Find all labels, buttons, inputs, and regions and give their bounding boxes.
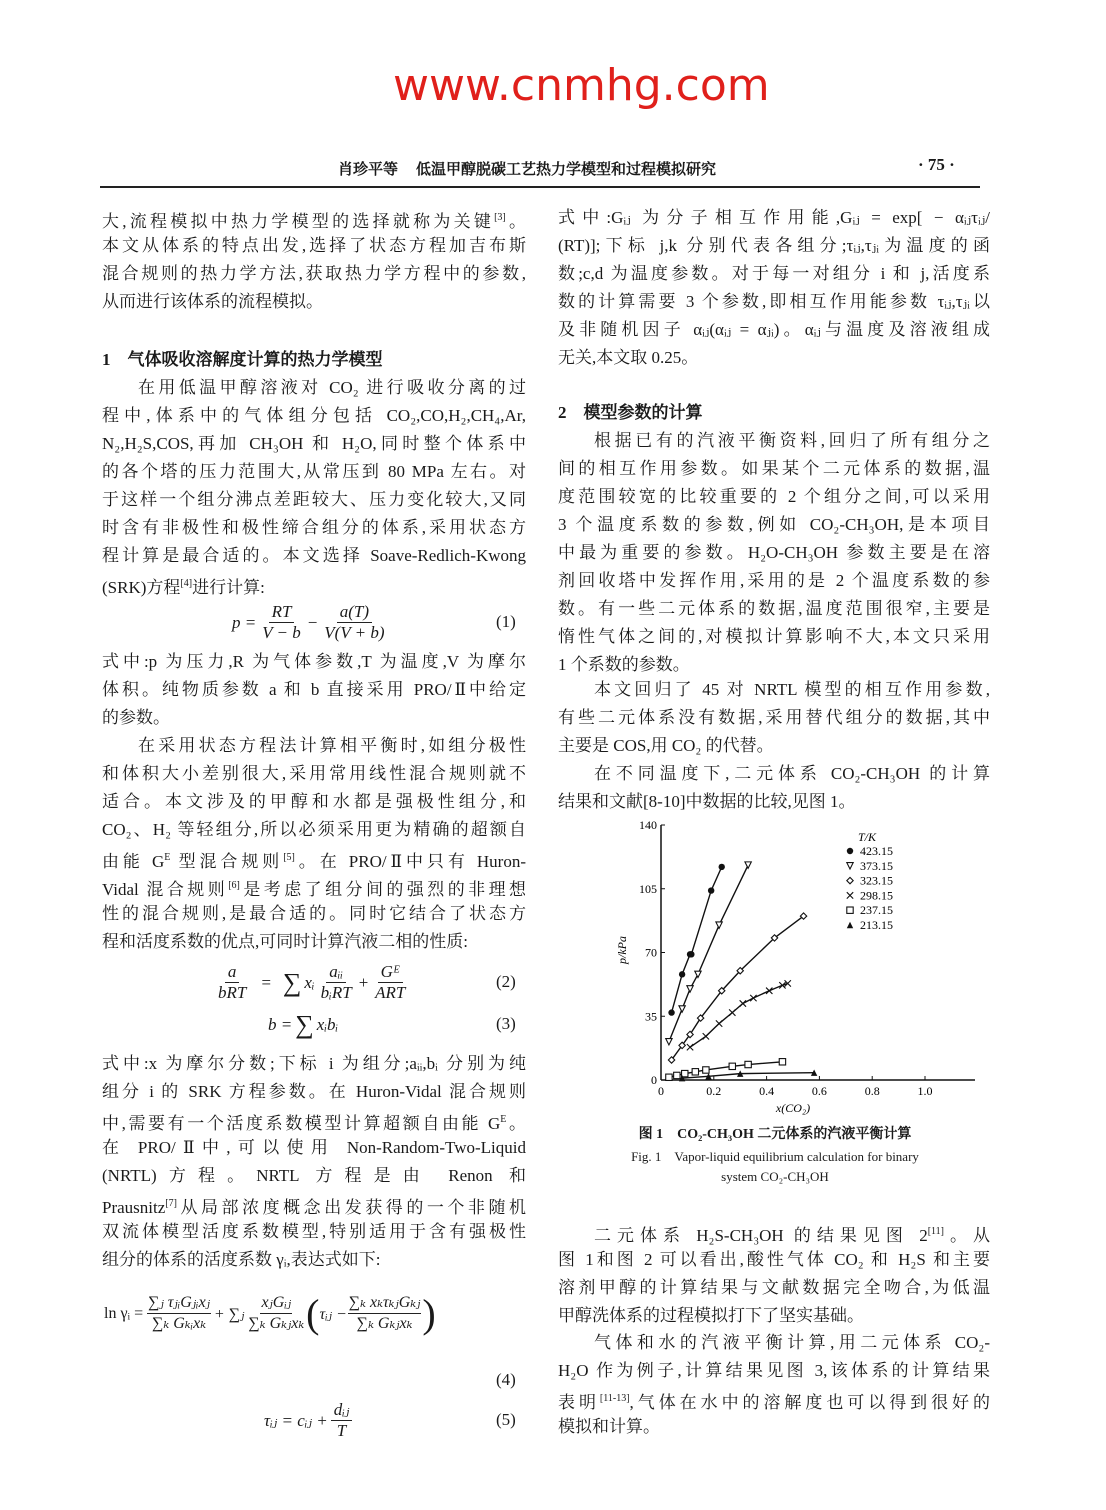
numerator: RT [269, 602, 295, 623]
text-run: 在用低温甲醇溶液对 CO₂ 进行吸收分离的过 [138, 378, 526, 397]
data-point-237.15 [703, 1067, 709, 1073]
text-run: 进行计算: [192, 578, 265, 597]
text-line [558, 1413, 990, 1441]
text-line [102, 732, 526, 760]
eq-lhs: b = [268, 1015, 293, 1034]
x-tick-label: 0.8 [864, 1084, 880, 1098]
text-run: 数。有一些二元体系的数据,温度范围很窄,主要是 [558, 599, 990, 618]
text-run: 及非随机因子 αᵢⱼ(αᵢⱼ = αⱼᵢ)。αᵢⱼ与温度及溶液组成 [558, 320, 990, 339]
text-line [102, 374, 526, 402]
legend-marker-213.15 [847, 922, 853, 928]
x-tick-label: 0 [658, 1084, 664, 1098]
text-run: 本文从体系的特点出发,选择了状态方程加吉布斯 [102, 236, 526, 255]
denominator: T [336, 1421, 347, 1440]
text-line [102, 402, 526, 430]
text-run: 在采用状态方程法计算相平衡时,如组分极性 [138, 736, 526, 755]
text-run: N₂,H₂S,COS,再加 CH₃OH 和 H₂O,同时整个体系中 [102, 434, 526, 453]
numerator: a [225, 962, 240, 983]
data-point-298.15 [750, 995, 756, 1001]
paragraph [102, 648, 526, 732]
x-tick-label: 0.2 [706, 1084, 722, 1098]
data-point-237.15 [692, 1069, 698, 1075]
text-run: 1 个系数的参数。 [558, 655, 690, 674]
text-run: 本文回归了 45 对 NRTL 模型的相互作用参数, [594, 680, 990, 699]
data-point-423.15 [679, 971, 685, 977]
figure-caption-cn: 图 1 CO₂-CH₃OH 二元体系的汽液平衡计算 [638, 1127, 912, 1142]
text-run: 型混合规则 [170, 852, 284, 871]
text-line [102, 260, 526, 288]
text-run: (RT)];下标 j,k 分别代表各组分;τᵢⱼ,τⱼᵢ为温度的函 [558, 236, 990, 255]
data-point-237.15 [729, 1063, 735, 1069]
data-point-373.15 [716, 922, 722, 928]
data-point-298.15 [779, 982, 785, 988]
numerator: Gᴱ [378, 962, 403, 983]
heading-text: 1 气体吸收溶解度计算的热力学模型 [102, 350, 383, 369]
text-run: 从局部浓度概念出发获得的一个非随机 [176, 1198, 526, 1217]
data-point-237.15 [666, 1074, 672, 1080]
text-run: 性的混合规则,是最合适的。同时它结合了状态方 [102, 904, 526, 923]
text-run: 无关,本文取 0.25。 [558, 348, 699, 367]
paragraph [558, 1218, 990, 1330]
text-line [102, 1190, 526, 1218]
superscript: E [500, 1114, 507, 1125]
paragraph [558, 676, 990, 760]
equation-2 [212, 962, 411, 1003]
text-line [558, 204, 990, 232]
eq-lhs: p = [232, 612, 257, 632]
data-point-423.15 [688, 951, 694, 957]
text-line [558, 1246, 990, 1274]
text-run: 气体和水的汽液平衡计算,用二元体系 CO₂- [594, 1333, 990, 1352]
numerator: a(T) [337, 602, 372, 623]
data-point-423.15 [719, 864, 725, 870]
text-run: 和体积大小差别很大,采用常用线性混合规则就不 [102, 764, 526, 783]
denominator: V(V + b) [324, 623, 385, 642]
superscript: E [164, 852, 171, 863]
text-line [558, 651, 990, 679]
text-line [102, 430, 526, 458]
data-point-298.15 [740, 1000, 746, 1006]
text-run: 有些二元体系没有数据,采用替代组分的数据,其中 [558, 708, 990, 727]
text-run: 图 1和图 2 可以看出,酸性气体 CO₂ 和 H₂S 和主要 [558, 1250, 990, 1269]
text-run: 模拟和计算。 [558, 1417, 660, 1436]
text-line [558, 704, 990, 732]
text-run: 由能 G [102, 852, 165, 871]
text-run: Vidal 混合规则 [102, 880, 229, 899]
text-run: (SRK)方程 [102, 578, 181, 597]
text-line [558, 732, 990, 760]
text-line [558, 1329, 990, 1357]
text-line [102, 514, 526, 542]
text-run: 适合。本文涉及的甲醇和水都是强极性组分,和 [102, 792, 526, 811]
denominator: bRT [218, 983, 247, 1002]
legend-marker-323.15 [847, 877, 853, 883]
text-line [558, 316, 990, 344]
text-line [558, 567, 990, 595]
operator: + ∑ⱼ [213, 1305, 245, 1323]
data-point-298.15 [785, 980, 791, 986]
text-run: Prausnitz [102, 1198, 166, 1217]
numerator: dᵢⱼ [331, 1400, 353, 1421]
text-line [102, 1134, 526, 1162]
text-run: 的各个塔的压力范围大,从常压到 80 MPa 左右。对 [102, 462, 526, 481]
text-line [558, 595, 990, 623]
text-run: 。 [505, 212, 527, 231]
text-line [102, 1078, 526, 1106]
text-run: ,气体在水中的溶解度也可以得到很好的 [629, 1393, 991, 1412]
data-point-237.15 [779, 1059, 785, 1065]
sum-symbol: ∑ [295, 1010, 314, 1039]
text-run: 中,需要有一个活度系数模型计算超额自由能 G [102, 1114, 501, 1133]
denominator: V − b [262, 623, 301, 642]
text-run: 程计算是最合适的。本文选择 Soave-Redlich-Kwong [102, 546, 526, 565]
data-point-373.15 [666, 1039, 672, 1045]
section-heading-2 [558, 399, 990, 427]
equation-1 [232, 602, 391, 643]
numerator: ∑ⱼ τⱼᵢGⱼᵢxⱼ [147, 1293, 211, 1314]
text-run: 。 [506, 1114, 527, 1133]
superscript: [5] [283, 852, 295, 863]
text-run: 式中:x 为摩尔分数;下标 i 为组分;aᵢᵢ,bᵢ 分别为纯 [102, 1054, 526, 1073]
y-axis-label: p/kPa [615, 936, 629, 964]
superscript: [4] [180, 578, 193, 589]
text-line [558, 427, 990, 455]
legend-marker-298.15 [847, 892, 853, 898]
operator: = [260, 972, 272, 992]
data-point-298.15 [703, 1033, 709, 1039]
text-run: 是考虑了组分间的强烈的非理想 [239, 880, 527, 899]
text-line [102, 570, 526, 598]
text-line [102, 704, 526, 732]
text-run: 根据已有的汽液平衡资料,回归了所有组分之 [594, 431, 990, 450]
term: xᵢbᵢ [316, 1015, 339, 1034]
sum-symbol: ∑ [282, 967, 302, 997]
legend-label: 423.15 [860, 844, 893, 858]
numerator: ∑ₖ xₖτₖⱼGₖⱼ [348, 1293, 422, 1314]
text-run: 3 个温度系数的参数,例如 CO₂-CH₃OH,是本项目 [558, 515, 990, 534]
text-run: 数;c,d 为温度参数。对于每一对组分 i 和 j,活度系 [558, 264, 990, 283]
denominator: bᵢRT [320, 983, 352, 1002]
superscript: [11] [927, 1226, 944, 1237]
legend-title: T/K [858, 830, 877, 844]
running-header-authors: 肖珍平等 [338, 162, 399, 178]
text-run: 组分 i 的 SRK 方程参数。在 Huron-Vidal 混合规则 [102, 1082, 526, 1101]
equation-number: (4) [496, 1370, 516, 1389]
text-run: 式中:p 为压力,R 为气体参数,T 为温度,V 为摩尔 [102, 652, 526, 671]
equation-number: (2) [496, 972, 516, 991]
data-point-423.15 [668, 1009, 674, 1015]
eq-lhs: ln γᵢ = [104, 1304, 144, 1322]
text-line [102, 844, 526, 872]
running-header-title: 低温甲醇脱碳工艺热力学模型和过程模拟研究 [416, 162, 717, 178]
superscript: [11-13] [599, 1393, 630, 1404]
term: xᵢ [304, 972, 315, 992]
text-line [558, 511, 990, 539]
legend-label: 373.15 [860, 858, 893, 873]
legend-marker-423.15 [847, 848, 853, 854]
data-point-373.15 [679, 1006, 685, 1012]
text-line [102, 288, 526, 316]
text-line [102, 900, 526, 928]
watermark: www.cnmhg.com [393, 60, 770, 111]
text-run: 溶剂甲醇的计算结果与文献数据完全吻合,为低温 [558, 1278, 990, 1297]
text-run: 在 PRO/Ⅱ中,可以使用 Non-Random-Two-Liquid [102, 1138, 526, 1157]
text-run: 。从 [944, 1226, 991, 1245]
text-line [558, 288, 990, 316]
y-tick-label: 140 [639, 818, 657, 832]
y-tick-label: 35 [645, 1009, 657, 1024]
y-tick-label: 0 [651, 1073, 657, 1087]
text-line [558, 1302, 990, 1330]
data-point-237.15 [745, 1061, 751, 1067]
equation-3 [268, 1010, 338, 1040]
text-line [558, 676, 990, 704]
paragraph [102, 1050, 526, 1274]
paragraph [558, 1329, 990, 1441]
text-run: 中最为重要的参数。H₂O-CH₃OH 参数主要是在溶 [558, 543, 990, 562]
y-tick-label: 105 [639, 881, 657, 896]
paragraph [558, 204, 990, 372]
text-run: CO₂、H₂ 等轻组分,所以必须采用更为精确的超额自 [102, 820, 526, 839]
text-line [558, 760, 990, 788]
text-line [558, 232, 990, 260]
text-run: 结果和文献[8-10]中数据的比较,见图 1。 [558, 792, 856, 811]
text-line [102, 648, 526, 676]
data-point-298.15 [687, 1044, 693, 1050]
legend-label: 213.15 [860, 918, 893, 932]
paragraph [102, 204, 526, 316]
text-run: 的参数。 [102, 708, 170, 727]
superscript: [7] [165, 1198, 177, 1209]
figure-caption-en: Fig. 1 Vapor-liquid equilibrium calculation for binary [631, 1149, 919, 1164]
text-line [558, 260, 990, 288]
text-line [102, 542, 526, 570]
text-run: 大,流程模拟中热力学模型的选择就称为关键 [102, 212, 495, 231]
text-line [102, 458, 526, 486]
superscript: [3] [494, 212, 506, 223]
text-run: 二元体系 H₂S-CH₃OH 的结果见图 2 [594, 1226, 928, 1245]
heading-text: 2 模型参数的计算 [558, 403, 703, 422]
text-line [102, 760, 526, 788]
text-run: 混合规则的热力学方法,获取热力学方程中的参数, [102, 264, 526, 283]
text-run: 剂回收塔中发挥作用,采用的是 2 个温度系数的参 [558, 571, 990, 590]
header-rule [100, 186, 980, 188]
text-line [102, 872, 526, 900]
figure-1-chart [600, 810, 980, 1120]
data-point-423.15 [708, 887, 714, 893]
equation-number: (5) [496, 1410, 516, 1429]
operator: − [306, 612, 319, 632]
text-line [102, 486, 526, 514]
data-point-373.15 [687, 986, 693, 992]
equation-number: (1) [496, 612, 516, 631]
legend-label: 298.15 [860, 888, 893, 903]
text-line [102, 1162, 526, 1190]
section-heading-1 [102, 346, 526, 374]
data-point-298.15 [716, 1020, 722, 1026]
text-run: 双流体模型活度系数模型,特别适用于含有强极性 [102, 1222, 526, 1241]
figure-caption-en-2: system CO₂-CH₃OH [721, 1169, 829, 1184]
text-line [558, 455, 990, 483]
text-line [558, 623, 990, 651]
numerator: aᵢᵢ [326, 962, 346, 983]
text-run: 惰性气体之间的,对模拟计算影响不大,本文只采用 [558, 627, 990, 646]
text-run: 从而进行该体系的流程模拟。 [102, 292, 323, 311]
text-run: 数的计算需要 3 个参数,即相互作用能参数 τᵢⱼ,τⱼᵢ以 [558, 292, 990, 311]
text-run: 。在 PRO/Ⅱ中只有 Huron- [294, 852, 527, 871]
text-run: 时含有非极性和极性缔合组分的体系,采用状态方 [102, 518, 526, 537]
text-run: 程中,体系中的气体组分包括 CO₂,CO,H₂,CH₄,Ar, [102, 406, 526, 425]
series-line-423.15 [672, 867, 722, 1013]
text-line [558, 483, 990, 511]
denominator: ∑ₖ Gₖᵢxₖ [151, 1315, 207, 1332]
text-run: 于这样一个组分沸点差距较大、压力变化较大,又同 [102, 490, 526, 509]
data-point-237.15 [674, 1072, 680, 1078]
text-line [558, 1274, 990, 1302]
term: τᵢⱼ − [319, 1305, 347, 1323]
text-line [102, 816, 526, 844]
paragraph [102, 374, 526, 598]
text-line [558, 1218, 990, 1246]
page-number: · 75 · [918, 155, 955, 174]
text-run: 间的相互作用参数。如果某个二元体系的数据,温 [558, 459, 990, 478]
data-point-298.15 [766, 988, 772, 994]
paren: ( [306, 1291, 320, 1336]
series-line-213.15 [682, 1073, 814, 1078]
legend-marker-373.15 [847, 863, 853, 869]
y-tick-label: 70 [645, 945, 657, 960]
x-tick-label: 0.6 [811, 1084, 827, 1098]
text-run: 程和活度系数的优点,可同时计算汽液二相的性质: [102, 932, 468, 951]
x-axis-label: x(CO₂) [775, 1101, 811, 1115]
numerator: xⱼGᵢⱼ [260, 1293, 292, 1314]
text-line [102, 1246, 526, 1274]
data-point-298.15 [729, 1009, 735, 1015]
legend-label: 237.15 [860, 903, 893, 918]
text-run: 表明 [558, 1393, 600, 1412]
x-tick-label: 0.4 [759, 1084, 775, 1098]
paragraph [558, 427, 990, 679]
paragraph [558, 760, 990, 816]
text-run: (NRTL)方程。NRTL 方程是由 Renon 和 [102, 1166, 526, 1185]
paragraph [102, 732, 526, 956]
text-line [102, 676, 526, 704]
text-run: 甲醇洗体系的过程模拟打下了坚实基础。 [558, 1306, 864, 1325]
data-point-373.15 [745, 862, 751, 868]
legend-label: 323.15 [860, 873, 893, 888]
text-run: H₂O 作为例子,计算结果见图 3,该体系的计算结果 [558, 1361, 990, 1380]
text-run: 体积。纯物质参数 a 和 b 直接采用 PRO/Ⅱ中给定 [102, 680, 526, 699]
text-run: 主要是 COS,用 CO₂ 的代替。 [558, 736, 774, 755]
denominator: ART [375, 983, 406, 1002]
equation-5 [264, 1400, 355, 1441]
data-point-373.15 [695, 971, 701, 977]
text-line [558, 1385, 990, 1413]
equation-4 [104, 1290, 436, 1337]
text-run: 在不同温度下,二元体系 CO₂-CH₃OH 的计算 [594, 764, 990, 783]
legend-marker-237.15 [847, 907, 853, 913]
text-line [102, 788, 526, 816]
text-line [102, 928, 526, 956]
text-line [558, 1357, 990, 1385]
text-line [102, 1106, 526, 1134]
text-run: 度范围较宽的比较重要的 2 个组分之间,可以采用 [558, 487, 990, 506]
superscript: [6] [228, 880, 240, 891]
text-run: 组分的体系的活度系数 γᵢ,表达式如下: [102, 1250, 381, 1269]
text-line [102, 204, 526, 232]
equation-number: (3) [496, 1014, 516, 1033]
text-line [102, 1218, 526, 1246]
operator: + [357, 972, 370, 992]
denominator: ∑ₖ Gₖⱼxₖ [248, 1315, 305, 1332]
x-tick-label: 1.0 [917, 1084, 933, 1098]
eq-lhs: τᵢⱼ = cᵢⱼ + [264, 1410, 328, 1430]
denominator: ∑ₖ Gₖⱼxₖ [356, 1315, 413, 1332]
text-line [102, 1050, 526, 1078]
paren: ) [422, 1291, 436, 1336]
text-line [558, 539, 990, 567]
text-run: 式中:Gᵢⱼ 为分子相互作用能,Gᵢⱼ = exp[ − αᵢⱼτᵢⱼ/ [558, 208, 990, 227]
text-line [558, 344, 990, 372]
text-line [102, 232, 526, 260]
